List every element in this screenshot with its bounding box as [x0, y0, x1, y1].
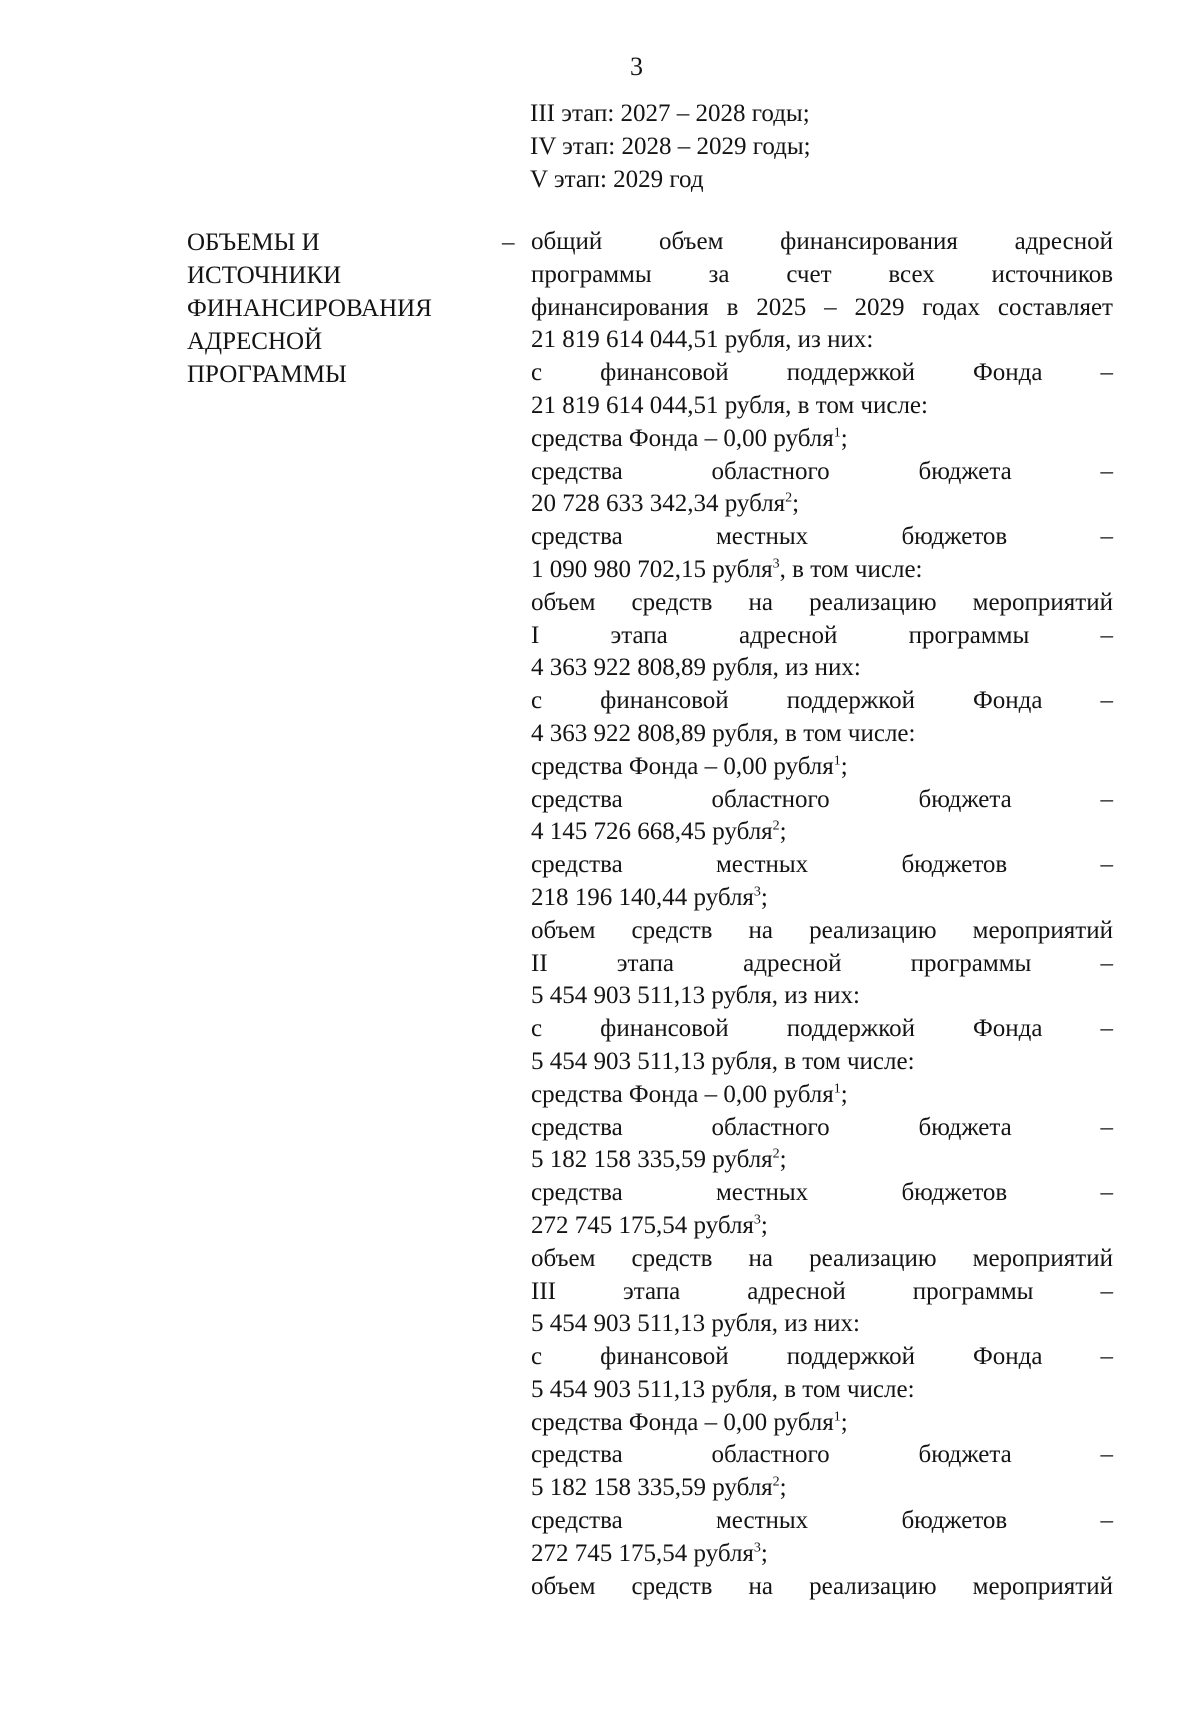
text-line-main: средства Фонда – 0,00 рубля — [531, 1408, 834, 1436]
footnote-marker: 3 — [753, 1212, 761, 1228]
text-line-main: 5 454 903 511,13 рубля, из них: — [531, 982, 860, 1010]
text-line-main: 21 819 614 044,51 рубля, в том числе: — [531, 391, 928, 419]
text-line-main: средства областного бюджета – — [531, 785, 1113, 813]
text-line — [531, 292, 1113, 325]
footnote-marker: 2 — [785, 491, 793, 507]
text-line-main: I этапа адресной программы – — [531, 621, 1113, 649]
text-line — [531, 1407, 1113, 1440]
text-line — [531, 652, 1113, 685]
text-line — [531, 751, 1113, 784]
text-line-tail: , в том числе: — [779, 555, 923, 583]
footnote-marker: 1 — [833, 425, 841, 441]
text-line-main: финансирования в 2025 – 2029 годах составляет — [531, 293, 1113, 321]
text-line-main: объем средств на реализацию мероприятий — [531, 1572, 1113, 1600]
text-line-main: объем средств на реализацию мероприятий — [531, 916, 1113, 944]
text-line-main: с финансовой поддержкой Фонда – — [531, 1343, 1113, 1371]
text-line-main: средства областного бюджета – — [531, 1113, 1113, 1141]
text-line — [531, 849, 1113, 882]
footnote-marker: 1 — [833, 1409, 841, 1425]
footnote-marker: 2 — [772, 819, 780, 835]
section-label-line: АДРЕСНОЙ — [187, 328, 323, 355]
text-line-main: средства местных бюджетов – — [531, 1179, 1113, 1207]
text-line — [531, 980, 1113, 1013]
text-line — [531, 685, 1113, 718]
text-line — [531, 1243, 1113, 1276]
text-line-main: 1 090 980 702,15 рубля — [531, 555, 773, 583]
section-dash: – — [502, 229, 515, 256]
text-line-main: 4 145 726 668,45 рубля — [531, 818, 773, 846]
text-line-main: 4 363 922 808,89 рубля, в том числе: — [531, 719, 916, 747]
text-line-main: средства местных бюджетов – — [531, 523, 1113, 551]
text-line-tail: ; — [840, 1080, 848, 1108]
stage-line: IV этап: 2028 – 2029 годы; — [530, 133, 811, 160]
financing-text — [531, 226, 1113, 1603]
text-line-main: объем средств на реализацию мероприятий — [531, 1244, 1113, 1272]
text-line — [531, 1079, 1113, 1112]
text-line — [531, 882, 1113, 915]
text-line — [531, 456, 1113, 489]
text-line-main: 4 363 922 808,89 рубля, из них: — [531, 654, 861, 682]
text-line — [531, 1472, 1113, 1505]
text-line — [531, 1505, 1113, 1538]
section-label-line: ОБЪЕМЫ И — [187, 229, 320, 256]
footnote-marker: 3 — [753, 884, 761, 900]
text-line-tail: ; — [760, 1211, 768, 1239]
text-line — [531, 226, 1113, 259]
text-line — [531, 1571, 1113, 1604]
text-line-main: средства Фонда – 0,00 рубля — [531, 424, 834, 452]
text-line-main: 218 196 140,44 рубля — [531, 883, 754, 911]
text-line — [531, 620, 1113, 653]
text-line — [531, 357, 1113, 390]
text-line-main: средства Фонда – 0,00 рубля — [531, 1080, 834, 1108]
text-line-main: с финансовой поддержкой Фонда – — [531, 359, 1113, 387]
section-label — [187, 226, 487, 391]
footnote-marker: 1 — [833, 753, 841, 769]
footnote-marker: 1 — [833, 1081, 841, 1097]
text-line-main: с финансовой поддержкой Фонда – — [531, 1015, 1113, 1043]
text-line-tail: ; — [840, 424, 848, 452]
stage-line: V этап: 2029 год — [530, 166, 704, 193]
text-line-main: с финансовой поддержкой Фонда – — [531, 687, 1113, 715]
text-line — [531, 423, 1113, 456]
text-line — [531, 915, 1113, 948]
text-line — [531, 1013, 1113, 1046]
text-line — [531, 1341, 1113, 1374]
text-line-tail: ; — [779, 818, 787, 846]
text-line — [531, 1046, 1113, 1079]
text-line — [531, 554, 1113, 587]
text-line — [531, 1177, 1113, 1210]
text-line — [531, 1374, 1113, 1407]
text-line — [531, 1308, 1113, 1341]
text-line — [531, 390, 1113, 423]
text-line-main: 21 819 614 044,51 рубля, из них: — [531, 326, 874, 354]
text-line — [531, 488, 1113, 521]
text-line-tail: ; — [760, 1539, 768, 1567]
text-line-tail: ; — [840, 1408, 848, 1436]
text-line-main: 5 454 903 511,13 рубля, в том числе: — [531, 1375, 915, 1403]
text-line — [531, 948, 1113, 981]
text-line-main: средства местных бюджетов – — [531, 851, 1113, 879]
stage-list — [530, 97, 1110, 196]
text-line-tail: ; — [760, 883, 768, 911]
text-line-tail: ; — [792, 490, 800, 518]
text-line — [531, 1276, 1113, 1309]
text-line-tail: ; — [840, 752, 848, 780]
text-line — [531, 521, 1113, 554]
text-line-main: общий объем финансирования адресной — [531, 228, 1113, 255]
text-line — [531, 784, 1113, 817]
text-line — [531, 1112, 1113, 1145]
text-line — [531, 816, 1113, 849]
footnote-marker: 2 — [772, 1474, 780, 1490]
text-line-main: 5 182 158 335,59 рубля — [531, 1474, 773, 1502]
text-line — [531, 718, 1113, 751]
text-line — [531, 1538, 1113, 1571]
text-line — [531, 259, 1113, 292]
text-line — [531, 1439, 1113, 1472]
text-line-main: 272 745 175,54 рубля — [531, 1211, 754, 1239]
text-line-main: 5 454 903 511,13 рубля, в том числе: — [531, 1047, 915, 1075]
text-line-tail: ; — [779, 1474, 787, 1502]
text-line-main: объем средств на реализацию мероприятий — [531, 588, 1113, 616]
section-label-line: ИСТОЧНИКИ — [187, 262, 342, 289]
text-line-main: 20 728 633 342,34 рубля — [531, 490, 786, 518]
text-line-main: средства областного бюджета – — [531, 457, 1113, 485]
text-line-main: 272 745 175,54 рубля — [531, 1539, 754, 1567]
text-line-main: III этапа адресной программы – — [531, 1277, 1113, 1305]
footnote-marker: 3 — [753, 1540, 761, 1556]
text-line — [531, 587, 1113, 620]
text-line — [531, 1210, 1113, 1243]
text-line-main: средства Фонда – 0,00 рубля — [531, 752, 834, 780]
section-label-line: ПРОГРАММЫ — [187, 361, 347, 388]
page-number: 3 — [630, 52, 643, 81]
text-line-tail: ; — [779, 1146, 787, 1174]
footnote-marker: 3 — [772, 556, 780, 572]
text-line — [531, 1144, 1113, 1177]
text-line — [531, 324, 1113, 357]
footnote-marker: 2 — [772, 1146, 780, 1162]
text-line-main: программы за счет всех источников — [531, 260, 1113, 288]
text-line-main: 5 454 903 511,13 рубля, из них: — [531, 1310, 860, 1338]
text-line-main: средства местных бюджетов – — [531, 1507, 1113, 1535]
text-line-main: II этапа адресной программы – — [531, 949, 1113, 977]
section-label-line: ФИНАНСИРОВАНИЯ — [187, 295, 432, 322]
text-line-main: средства областного бюджета – — [531, 1441, 1113, 1469]
stage-line: III этап: 2027 – 2028 годы; — [530, 100, 810, 127]
text-line-main: 5 182 158 335,59 рубля — [531, 1146, 773, 1174]
